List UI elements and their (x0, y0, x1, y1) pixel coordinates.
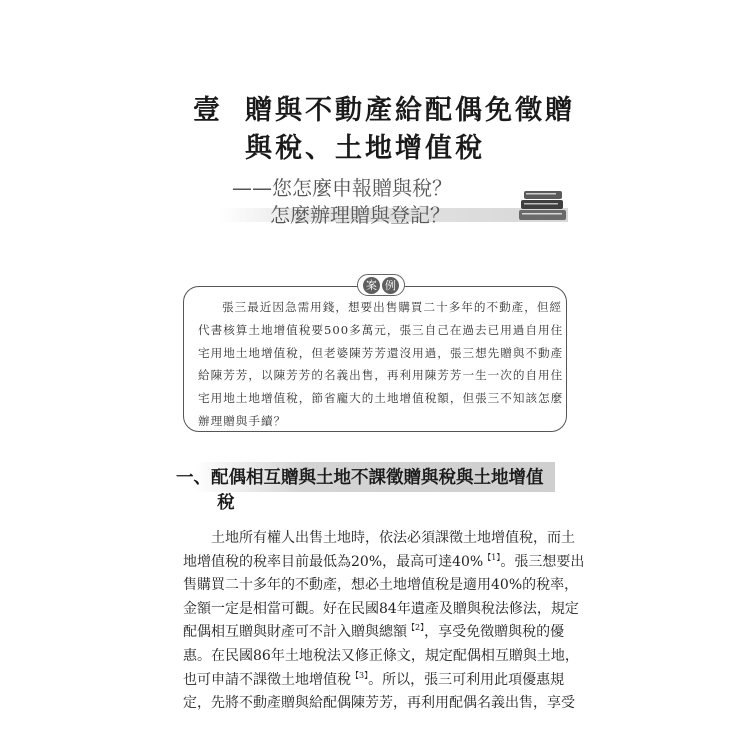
body-line: 土地所有權人出售土地時，依法必須課徵土地增值稅，而土 (211, 530, 575, 546)
footnote-ref: 【3】 (351, 670, 369, 680)
body-text (183, 527, 585, 716)
body-line: 定，先將不動產贈與給配偶陳芳芳，再利用配偶名義出售，享受 (183, 695, 575, 712)
chapter-title-text1: 贈與不動產給配偶免徵贈 (245, 95, 575, 126)
case-line: 代書核算土地增值稅要500多萬元，張三自己在過去已用過自用住 (198, 322, 564, 337)
body-line: 惠。在民國86年土地稅法又修正條文，規定配偶相互贈與土地， (183, 647, 579, 664)
subtitle-line2: 怎麼辦理贈與登記？ (270, 203, 450, 227)
body-line: 金額一定是相當可觀。好在民國84年遺產及贈與稅法修法，規定 (183, 600, 579, 617)
chapter-title-line1 (193, 88, 575, 127)
body-text-run: 。所以，張三可利用此項優惠規 (368, 671, 565, 688)
body-text-run: 也可申請不課徵土地增值稅 (183, 671, 351, 688)
books-icon (518, 188, 568, 222)
case-line: 宅用地土地增值稅，節省龐大的土地增值稅額，但張三不知該怎麼 (198, 391, 564, 406)
section-title-line2: 稅 (217, 493, 235, 513)
body-line: 售購買二十多年的不動產，想必土地增值稅是適用40%的稅率， (183, 577, 579, 594)
chapter-title-line2: 與稅、土地增值稅 (245, 133, 485, 164)
section-title-line1: 一、配偶相互贈與土地不課徵贈與稅與土地增值 (176, 468, 544, 488)
chapter-number: 壹 (193, 95, 223, 126)
case-line: 辦理贈與手續？ (198, 413, 287, 428)
body-line (183, 551, 585, 575)
case-line: 給陳芳芳，以陳芳芳的名義出售，再利用陳芳芳一生一次的自用住 (198, 368, 564, 383)
body-line (183, 669, 573, 693)
case-label (357, 274, 405, 296)
body-line (183, 621, 573, 645)
footnote-ref: 【1】 (483, 552, 501, 562)
body-text-run: 配偶相互贈與財產可不計入贈與總額 (183, 624, 407, 641)
case-line: 張三最近因急需用錢，想要出售購買二十多年的不動產，但經 (222, 300, 563, 314)
footnote-ref: 【2】 (407, 623, 425, 633)
body-text-run: 地增值稅的稅率目前最低為20%，最高可達40% (183, 553, 484, 570)
body-text-run: 。張三想要出 (500, 553, 585, 570)
section-title (176, 466, 556, 516)
case-text (198, 296, 564, 433)
body-text-run: ，享受免徵贈與稅的優 (424, 624, 565, 641)
subtitle-line1: ——您怎麼申報贈與稅？ (232, 176, 452, 200)
case-label-char: 案 (363, 277, 380, 294)
case-line: 宅用地土地增值稅，但老婆陳芳芳還沒用過，張三想先贈與不動產 (198, 345, 564, 360)
case-label-char: 例 (382, 277, 399, 294)
